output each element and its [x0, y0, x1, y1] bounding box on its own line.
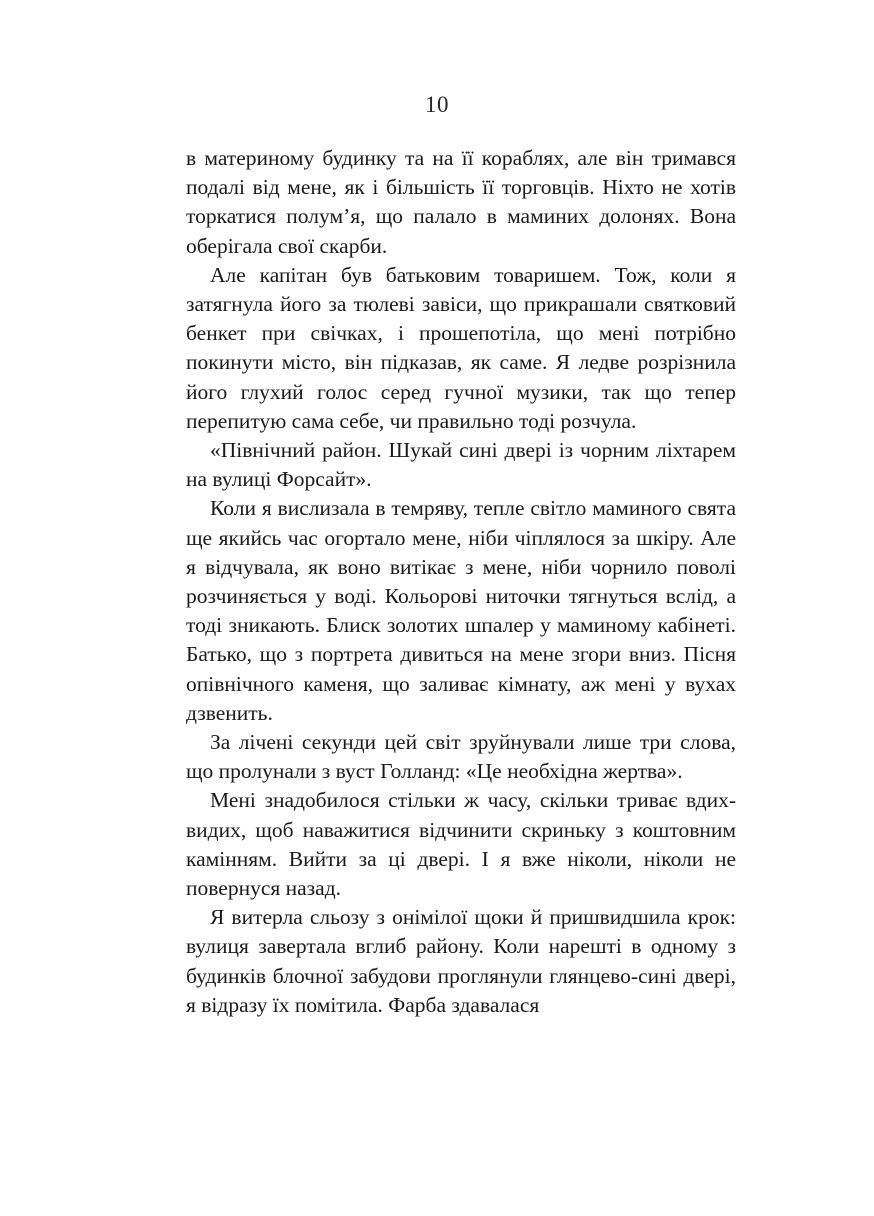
- page-number: 10: [425, 92, 449, 117]
- paragraph: Мені знадобилося стільки ж часу, скільки триває вдих-видих, щоб наважитися відчинити скриньку з коштовним камінням. Вийти за ці двері. І я вже ніколи, ніколи не повернуся назад.: [186, 788, 736, 901]
- paragraph: За лічені секунди цей світ зруйнували лише три слова, що пролунали з вуст Голланд: «Це необхідна жертва».: [186, 730, 736, 784]
- paragraph: Але капітан був батьковим товаришем. Тож, коли я затягнула його за тюлеві завіси, що прикрашали святковий бенкет при свічках, і прошепотіла, що мені потрібно покинути місто, він підказав, як саме. Я ледве розрізнила його глухий голос серед гучної музики, так що тепер перепитую сама себе, чи правильно тоді розчула.: [186, 262, 736, 433]
- paragraph: «Північний район. Шукай сині двері із чорним ліхтарем на вулиці Форсайт».: [186, 438, 736, 492]
- paragraph: Я витерла сльозу з онімілої щоки й пришвидшила крок: вулиця завертала вглиб району. Коли нарешті в одному з будинків блочної забудови проглянули глянцево-сині двері, я відразу їх помітила. Фарба здавалася: [186, 905, 736, 1017]
- paragraph: Коли я вислизала в темряву, тепле світло маминого свята ще якийсь час огортало мене, ніби чіплялося за шкіру. Але я відчувала, як воно витікає з мене, ніби чорнило поволі розчиняється у воді. Кольорові ниточки тягнуться вслід, а тоді зникають. Блиск золотих шпалер у маминому кабінеті. Батько, що з портрета дивиться на мене згори вниз. Пісня опівнічного каменя, що заливає кімнату, аж мені у вухах дзвенить.: [186, 496, 736, 725]
- page-text-block: [186, 144, 736, 1020]
- paragraph: в материному будинку та на її кораблях, але він тримався подалі від мене, як і більшість її торговців. Ніхто не хотів торкатися полум’я, що палало в маминих долонях. Вона оберігала свої скарби.: [186, 146, 736, 258]
